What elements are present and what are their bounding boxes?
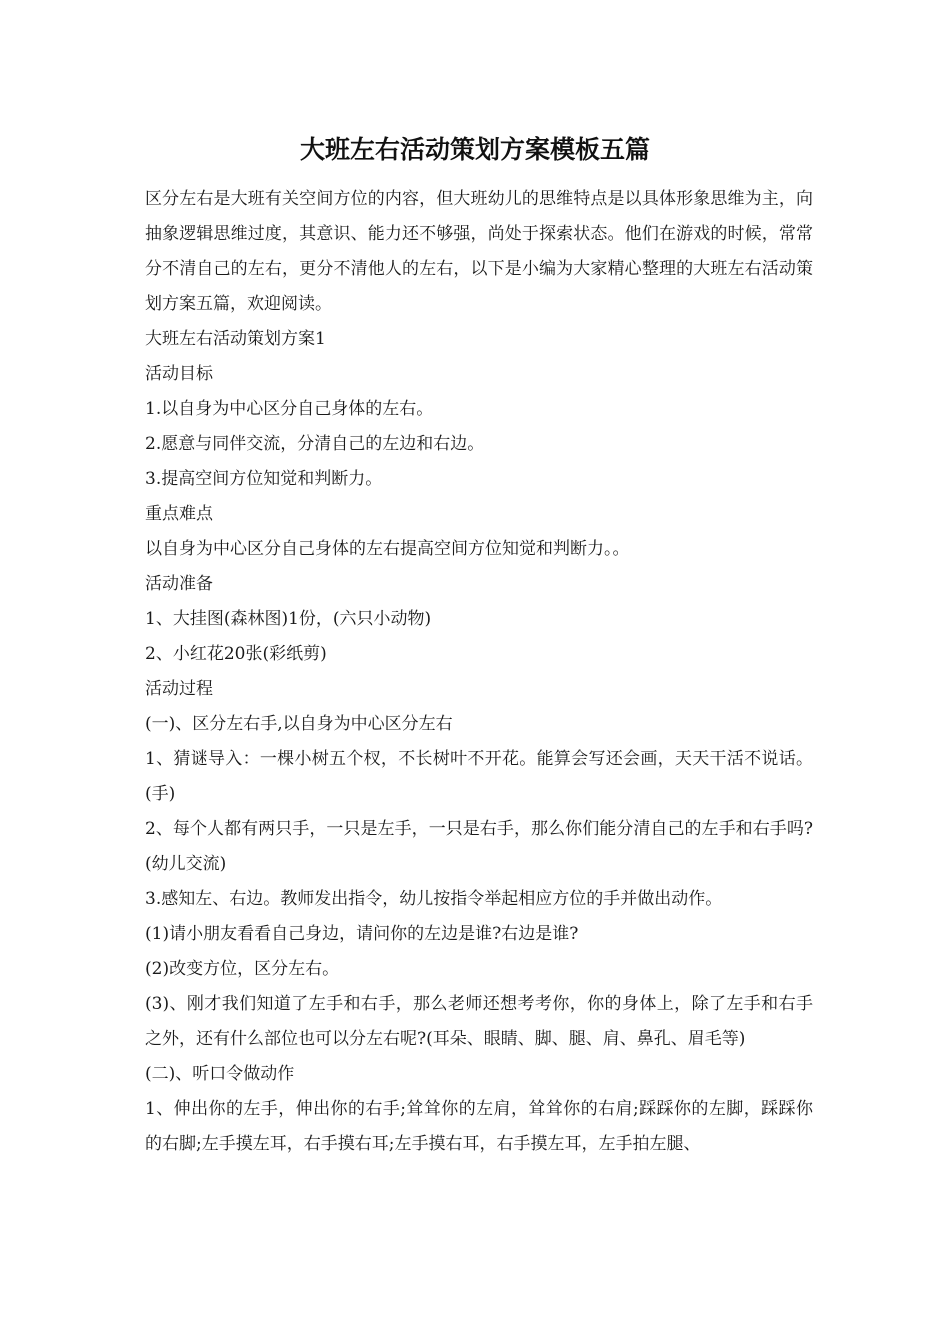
document-body <box>145 182 813 1162</box>
intro-paragraph: 区分左右是大班有关空间方位的内容，但大班幼儿的思维特点是以具体形象思维为主，向抽象逻辑思维过度，其意识、能力还不够强，尚处于探索状态。他们在游戏的时候，常常分不清自己的左右，更分不清他人的左右，以下是小编为大家精心整理的大班左右活动策划方案五篇，欢迎阅读。 <box>145 189 813 314</box>
subheading-goals: 活动目标 <box>145 364 213 384</box>
subheading-process: 活动过程 <box>145 679 213 699</box>
process-step: 2、每个人都有两只手，一只是左手，一只是右手，那么你们能分清自己的左手和右手吗?(幼儿交流) <box>145 819 813 874</box>
process-substep: (2)改变方位，区分左右。 <box>145 959 340 979</box>
preparation-item: 1、大挂图(森林图)1份，(六只小动物) <box>145 609 432 629</box>
process-step-heading: (二)、听口令做动作 <box>145 1064 295 1084</box>
process-substep: (3)、刚才我们知道了左手和右手，那么老师还想考考你，你的身体上，除了左手和右手之外，还有什么部位也可以分左右呢?(耳朵、眼睛、脚、腿、肩、鼻孔、眉毛等) <box>145 994 813 1049</box>
section-heading: 大班左右活动策划方案1 <box>145 329 326 349</box>
goal-item: 3.提高空间方位知觉和判断力。 <box>145 469 383 489</box>
key-points-text: 以自身为中心区分自己身体的左右提高空间方位知觉和判断力。。 <box>145 539 630 559</box>
process-step: 3.感知左、右边。教师发出指令，幼儿按指令举起相应方位的手并做出动作。 <box>145 889 723 909</box>
document-title: 大班左右活动策划方案模板五篇 <box>299 135 650 164</box>
process-substep: (1)请小朋友看看自己身边，请问你的左边是谁?右边是谁? <box>145 924 579 944</box>
process-step-heading: (一)、区分左右手,以自身为中心区分左右 <box>145 714 453 734</box>
goal-item: 2.愿意与同伴交流，分清自己的左边和右边。 <box>145 434 485 454</box>
process-step: 1、猜谜导入：一棵小树五个杈，不长树叶不开花。能算会写还会画，天天干活不说话。(手) <box>145 749 813 804</box>
subheading-key-points: 重点难点 <box>145 504 213 524</box>
preparation-item: 2、小红花20张(彩纸剪) <box>145 644 327 664</box>
subheading-preparation: 活动准备 <box>145 574 213 594</box>
goal-item: 1.以自身为中心区分自己身体的左右。 <box>145 399 434 419</box>
process-step: 1、伸出你的左手，伸出你的右手;耸耸你的左肩，耸耸你的右肩;踩踩你的左脚，踩踩你的右脚;左手摸左耳，右手摸右耳;左手摸右耳，右手摸左耳，左手拍左腿、 <box>145 1099 813 1154</box>
